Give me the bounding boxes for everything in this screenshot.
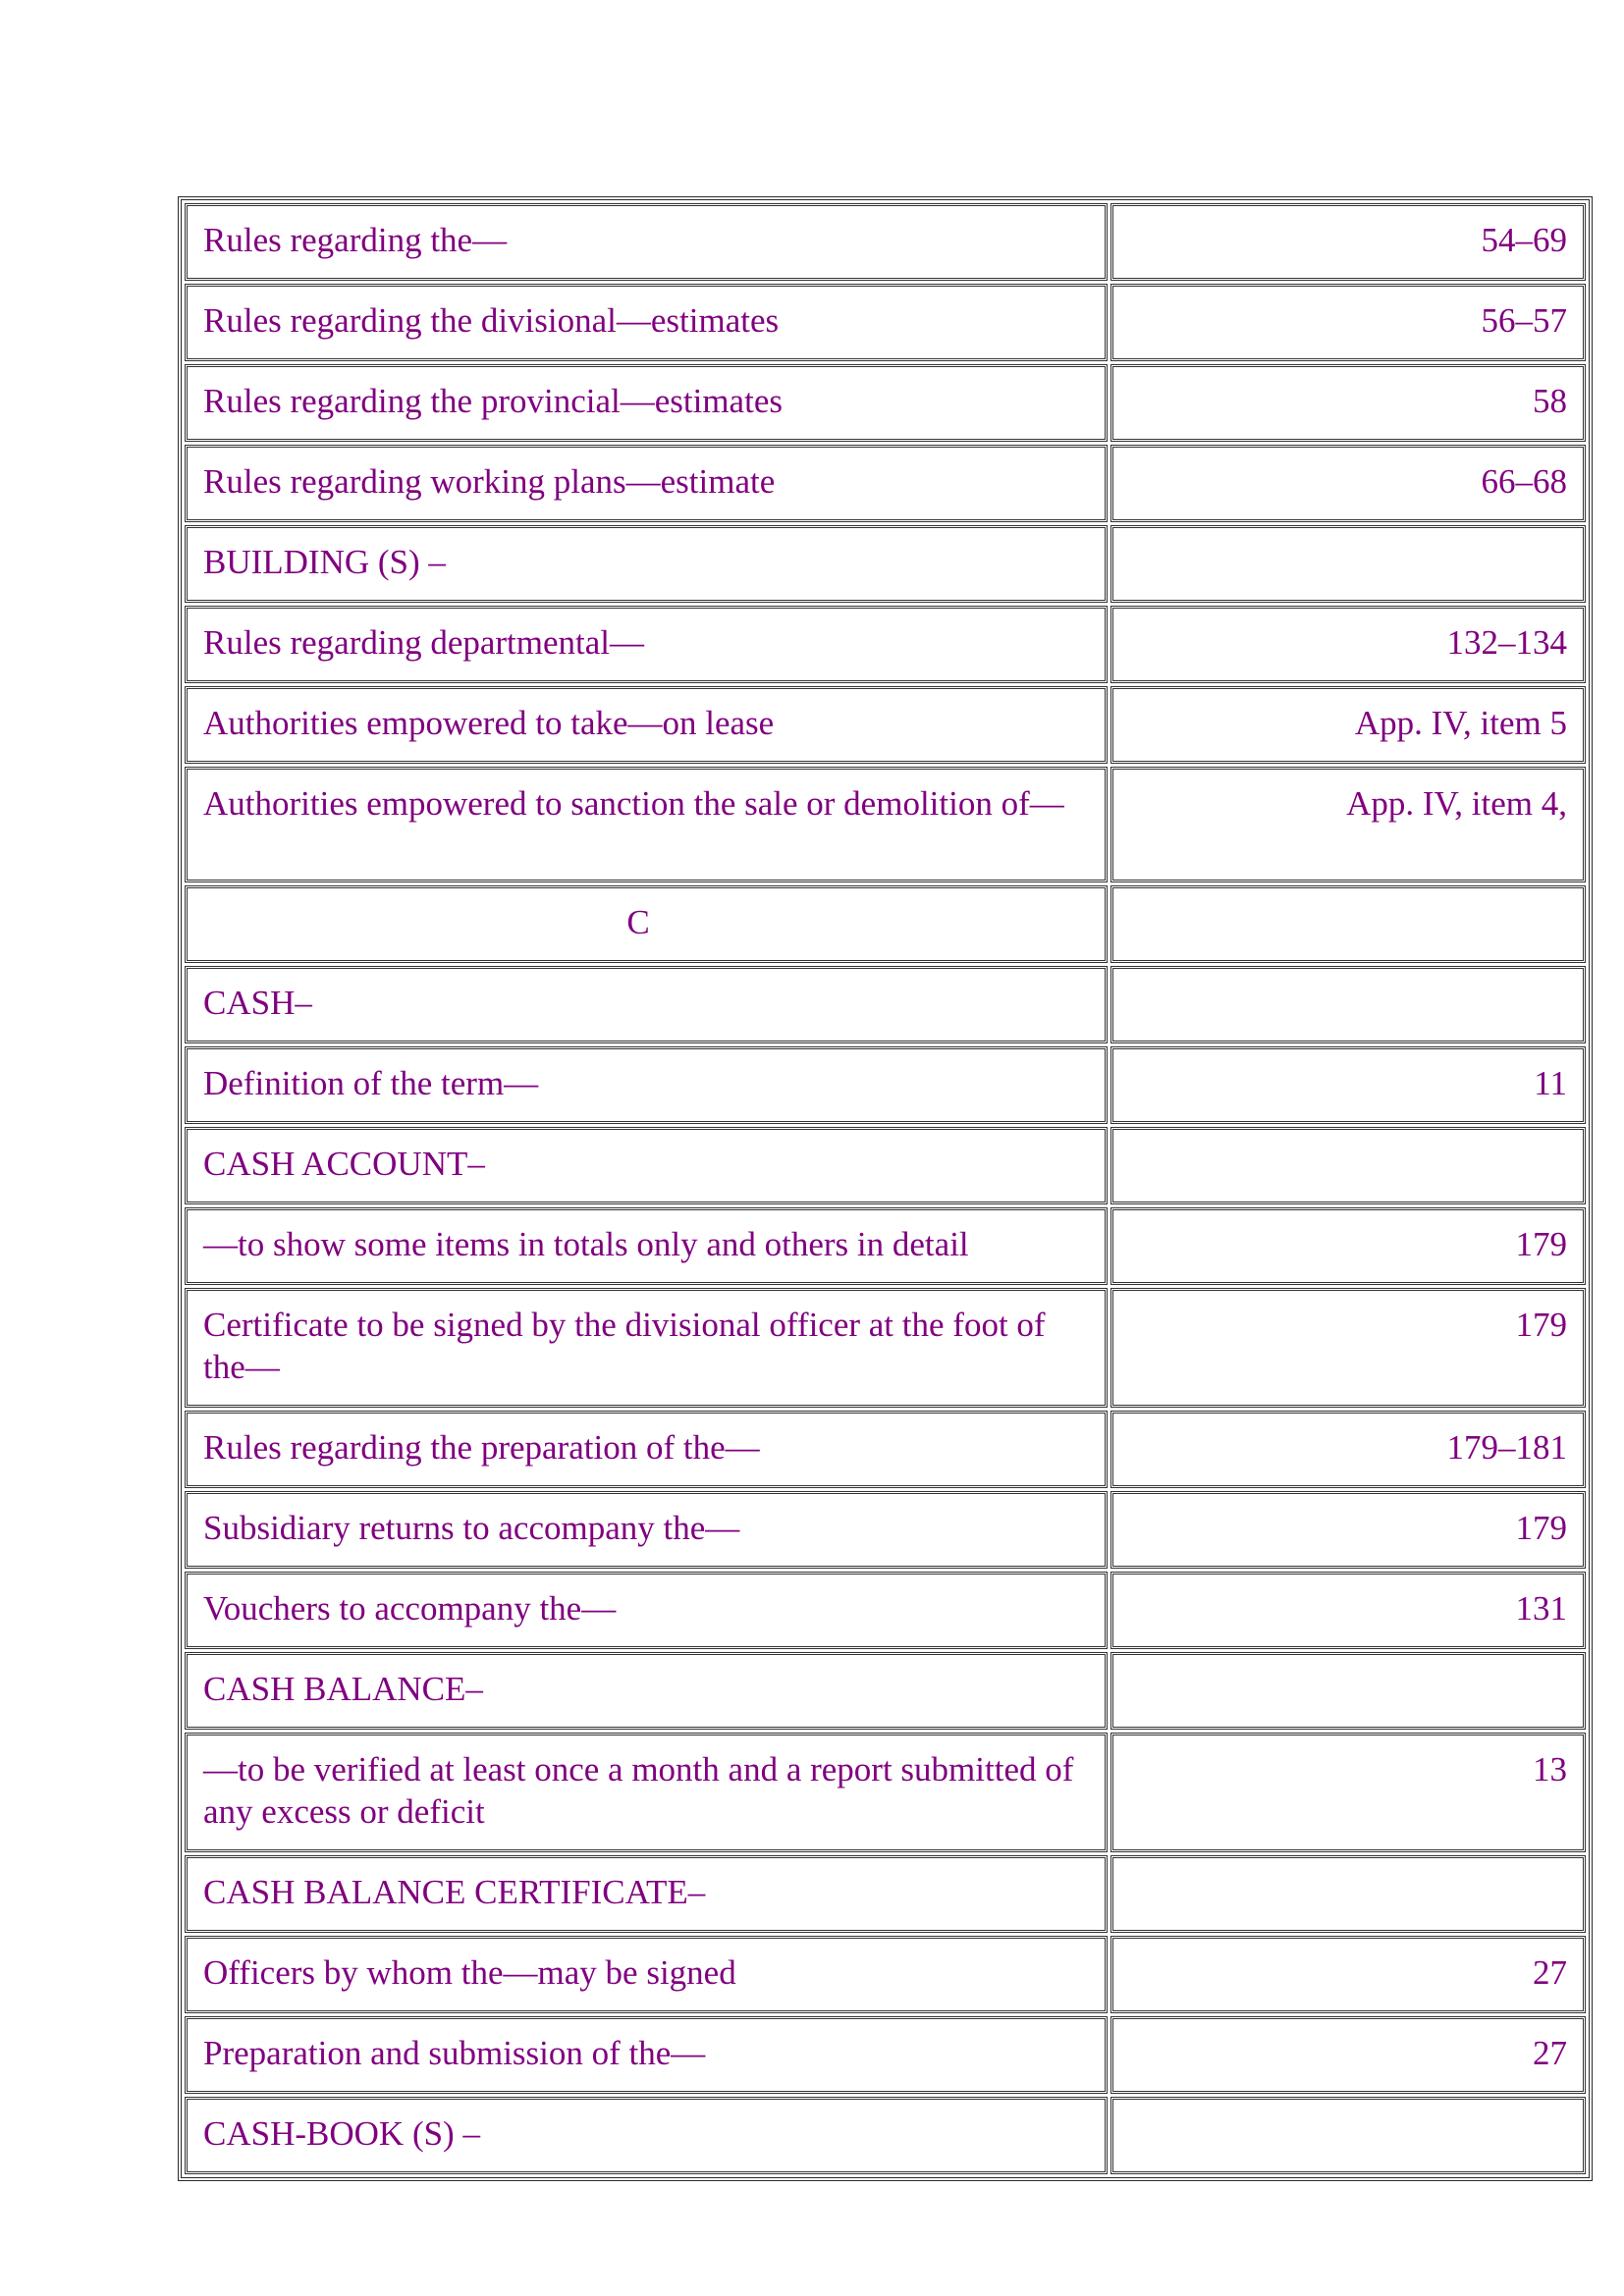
index-table-body bbox=[185, 203, 1586, 2174]
index-reference: 179 bbox=[1110, 1288, 1586, 1408]
index-entry: Rules regarding the— bbox=[185, 203, 1108, 281]
index-reference: 179 bbox=[1110, 1207, 1586, 1285]
index-row bbox=[185, 606, 1586, 683]
index-entry: Definition of the term— bbox=[185, 1046, 1108, 1124]
index-row bbox=[185, 1936, 1586, 2013]
index-row bbox=[185, 1288, 1586, 1408]
index-row bbox=[185, 2097, 1586, 2174]
index-row bbox=[185, 525, 1586, 603]
index-entry: Rules regarding working plans—estimate bbox=[185, 445, 1108, 522]
index-entry: Rules regarding the preparation of the— bbox=[185, 1411, 1108, 1488]
index-row bbox=[185, 1491, 1586, 1569]
index-entry: —to be verified at least once a month and a report submitted of any excess or deficit bbox=[185, 1733, 1108, 1852]
index-entry: CASH BALANCE– bbox=[185, 1652, 1108, 1730]
index-reference: 56–57 bbox=[1110, 284, 1586, 361]
index-entry: Officers by whom the—may be signed bbox=[185, 1936, 1108, 2013]
index-entry: Subsidiary returns to accompany the— bbox=[185, 1491, 1108, 1569]
section-letter-row bbox=[185, 885, 1586, 963]
index-row bbox=[185, 767, 1586, 882]
index-entry: Rules regarding departmental— bbox=[185, 606, 1108, 683]
index-reference: 11 bbox=[1110, 1046, 1586, 1124]
index-reference bbox=[1110, 1127, 1586, 1204]
index-table bbox=[178, 196, 1593, 2181]
index-reference bbox=[1110, 1652, 1586, 1730]
index-row bbox=[185, 1046, 1586, 1124]
index-row bbox=[185, 203, 1586, 281]
index-reference bbox=[1110, 525, 1586, 603]
index-entry: Authorities empowered to take—on lease bbox=[185, 686, 1108, 764]
index-reference: App. IV, item 5 bbox=[1110, 686, 1586, 764]
index-entry: Vouchers to accompany the— bbox=[185, 1572, 1108, 1649]
index-entry: CASH ACCOUNT– bbox=[185, 1127, 1108, 1204]
index-reference bbox=[1110, 885, 1586, 963]
index-entry: CASH-BOOK (S) – bbox=[185, 2097, 1108, 2174]
index-entry: CASH BALANCE CERTIFICATE– bbox=[185, 1855, 1108, 1933]
index-row bbox=[185, 364, 1586, 442]
index-row bbox=[185, 284, 1586, 361]
index-entry: Authorities empowered to sanction the sale or demolition of— bbox=[185, 767, 1108, 882]
index-reference: 54–69 bbox=[1110, 203, 1586, 281]
index-row bbox=[185, 1572, 1586, 1649]
index-reference: 179 bbox=[1110, 1491, 1586, 1569]
index-row bbox=[185, 1855, 1586, 1933]
index-row bbox=[185, 1733, 1586, 1852]
section-letter: C bbox=[185, 885, 1108, 963]
index-reference: 66–68 bbox=[1110, 445, 1586, 522]
index-entry: BUILDING (S) – bbox=[185, 525, 1108, 603]
index-reference: 58 bbox=[1110, 364, 1586, 442]
index-reference: 27 bbox=[1110, 2016, 1586, 2094]
index-row bbox=[185, 2016, 1586, 2094]
index-reference bbox=[1110, 1855, 1586, 1933]
index-reference: 13 bbox=[1110, 1733, 1586, 1852]
index-entry: Preparation and submission of the— bbox=[185, 2016, 1108, 2094]
index-reference: 131 bbox=[1110, 1572, 1586, 1649]
index-reference: 179–181 bbox=[1110, 1411, 1586, 1488]
index-reference: App. IV, item 4, bbox=[1110, 767, 1586, 882]
index-reference: 27 bbox=[1110, 1936, 1586, 2013]
index-row bbox=[185, 686, 1586, 764]
index-reference bbox=[1110, 966, 1586, 1043]
index-row bbox=[185, 966, 1586, 1043]
index-reference: 132–134 bbox=[1110, 606, 1586, 683]
index-entry: Rules regarding the provincial—estimates bbox=[185, 364, 1108, 442]
index-entry: —to show some items in totals only and others in detail bbox=[185, 1207, 1108, 1285]
index-reference bbox=[1110, 2097, 1586, 2174]
index-entry: Rules regarding the divisional—estimates bbox=[185, 284, 1108, 361]
index-entry: CASH– bbox=[185, 966, 1108, 1043]
index-entry: Certificate to be signed by the divisional officer at the foot of the— bbox=[185, 1288, 1108, 1408]
index-row bbox=[185, 1411, 1586, 1488]
index-row bbox=[185, 1207, 1586, 1285]
index-row bbox=[185, 1652, 1586, 1730]
index-row bbox=[185, 445, 1586, 522]
index-row bbox=[185, 1127, 1586, 1204]
